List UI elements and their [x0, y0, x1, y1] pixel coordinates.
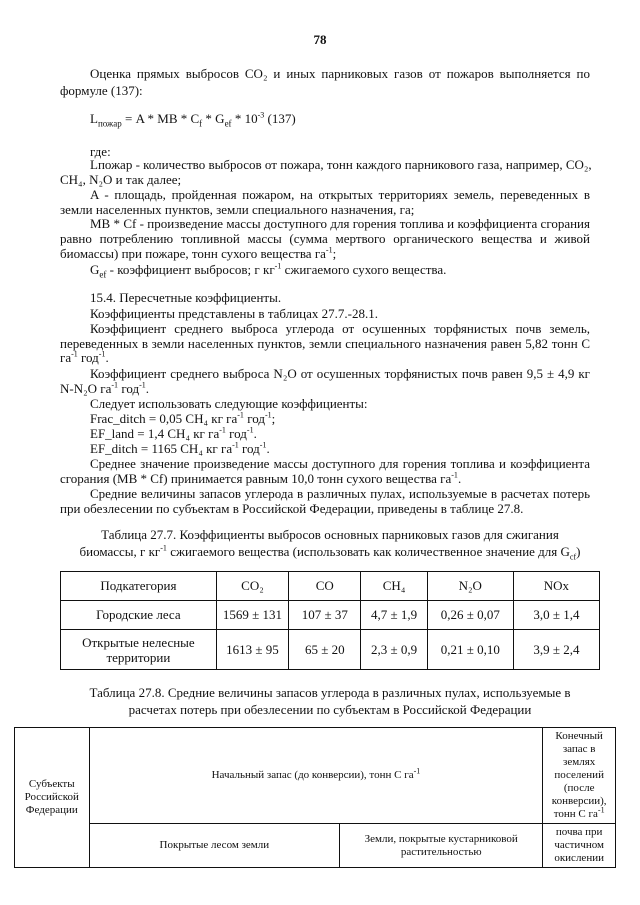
section-text-4: Следует использовать следующие коэффициенты: [90, 396, 368, 411]
intro-line-2: формуле (137): [60, 83, 143, 98]
section-text-3a: Коэффициент среднего выброса N₂O от осушенных торфянистых почв равен 9,5 ± 4,9 кг [90, 366, 590, 381]
coef-ef-land: EF_land = 1,4 CH₄ кг $га^{-1}$ год$^{-1}$. [90, 425, 257, 441]
table-cell: 107 ± 37 [289, 601, 361, 630]
section-text-2b: переведенных в земли населенных пунктов, земли специального назначения равен 5,82 тонн C [60, 336, 590, 351]
coef-frac-ditch: Frac_ditch = 0,05 CH₄ кг $га^{-1}$ год$^{-1}$; [90, 410, 276, 426]
table-cell: 3,0 ± 1,4 [513, 601, 599, 630]
section-text-6b: при обезлесении по субъектам в Российской Федерации, приведены в таблице 27.8. [60, 501, 524, 516]
section-text-5a: Среднее значение произведение массы доступного для горения топлива и коэффициента [90, 456, 590, 471]
subheader-final: почва при частичном окислении [543, 824, 616, 868]
table-cell: 1569 ± 131 [216, 601, 288, 630]
mb-definition-2: равно потреблению топливной массы (сумма мертвого органического вещества и живой [60, 231, 590, 246]
subheader-shrub: Земли, покрытые кустарниковой растительностью [340, 824, 543, 868]
table-cell: 0,21 ± 0,10 [427, 630, 513, 670]
section-text-6a: Средние величины запасов углерода в различных пулах, используемые в расчетах потерь [90, 486, 590, 501]
header-cell: CH₄ [361, 572, 427, 601]
table-27-8 [14, 727, 616, 868]
mb-definition-1: MB * Cf - произведение массы доступного для горения топлива и коэффициента сгорания [90, 216, 590, 231]
table-27-7-caption-1: Таблица 27.7. Коэффициенты выбросов основных парниковых газов для сжигания [101, 527, 559, 542]
section-text-2a: Коэффициент среднего выброса углерода от осушенных торфянистых почв земель, [90, 321, 590, 336]
header-cell: CO₂ [216, 572, 288, 601]
subheader-forest: Покрытые лесом земли [89, 824, 340, 868]
header-initial-stock: Начальный запас (до конверсии), тонн C $га^{-1}$ [89, 728, 543, 824]
formula-137: $L_{пожар} = A$ * MB * $C_f * G_{ef} * 10^{-3}$ (137) [90, 110, 296, 129]
table-cell: 4,7 ± 1,9 [361, 601, 427, 630]
table-27-7-caption-2: биомассы, г $кг^{-1}$ сжигаемого вещества (использовать как количественное значение для $G_{cf}$) [79, 543, 581, 562]
table-27-8-caption-2: расчетах потерь при обезлесении по субъектам в Российской Федерации [128, 702, 532, 717]
section-text-2c: $га^{-1}$ год$^{-1}$. [60, 349, 109, 365]
header-final-stock: Конечный запас в землях поселений (после конверсии), тонн C $га^{-1}$ [543, 728, 616, 824]
where-label: где: [90, 144, 111, 159]
table-header-row [15, 728, 616, 824]
header-cell: CO [289, 572, 361, 601]
table-cell: 0,26 ± 0,07 [427, 601, 513, 630]
section-heading: 15.4. Пересчетные коэффициенты. [90, 290, 282, 305]
header-subject: Субъекты Российской Федерации [15, 728, 90, 868]
table-row [61, 630, 600, 670]
intro-line-1: Оценка прямых выбросов CO₂ и иных парниковых газов от пожаров выполняется по [90, 66, 590, 81]
section-text-1: Коэффициенты представлены в таблицах 27.7.-28.1. [90, 306, 378, 321]
l-definition-2: CH₄, N₂O и так далее; [60, 172, 182, 187]
table-header-row [61, 572, 600, 601]
header-cell: NOx [513, 572, 599, 601]
table-cell: 3,9 ± 2,4 [513, 630, 599, 670]
table-27-7 [60, 571, 600, 670]
table-cell: 65 ± 20 [289, 630, 361, 670]
l-definition-1: Lпожар - количество выбросов от пожара, тонн каждого парникового газа, например, CO₂, [90, 157, 592, 172]
header-cell: N₂O [427, 572, 513, 601]
a-definition-1: A - площадь, пройденная пожаром, на открытых территориях земель, переведенных в [90, 187, 590, 202]
table-cell: Открытые нелесные территории [61, 630, 217, 670]
table-cell: 1613 ± 95 [216, 630, 288, 670]
table-cell: 2,3 ± 0,9 [361, 630, 427, 670]
section-text-5b: сгорания (MB * Cf) принимается равным 10,0 тонн сухого вещества $га^{-1}$. [60, 470, 462, 486]
table-row [61, 601, 600, 630]
table-cell: Городские леса [61, 601, 217, 630]
table-27-8-caption-1: Таблица 27.8. Средние величины запасов углерода в различных пулах, используемые в [89, 685, 571, 700]
page-number: 78 [313, 32, 327, 47]
mb-definition-3: биомассы) при пожаре, тонн сухого вещества $га^{-1}$; [60, 245, 337, 261]
a-definition-2: земли населенных пунктов, земли специального назначения, га; [60, 202, 415, 217]
table-subheader-row [15, 824, 616, 868]
section-text-3b: N-N₂O $га^{-1}$ год$^{-1}$. [60, 380, 149, 396]
gef-definition: $G_{ef}$ - коэффициент выбросов; г $кг^{-1}$ сжигаемого сухого вещества. [90, 261, 447, 280]
header-cell: Подкатегория [61, 572, 217, 601]
coef-ef-ditch: EF_ditch = 1165 CH₄ кг $га^{-1}$ год$^{-1}$. [90, 440, 270, 456]
